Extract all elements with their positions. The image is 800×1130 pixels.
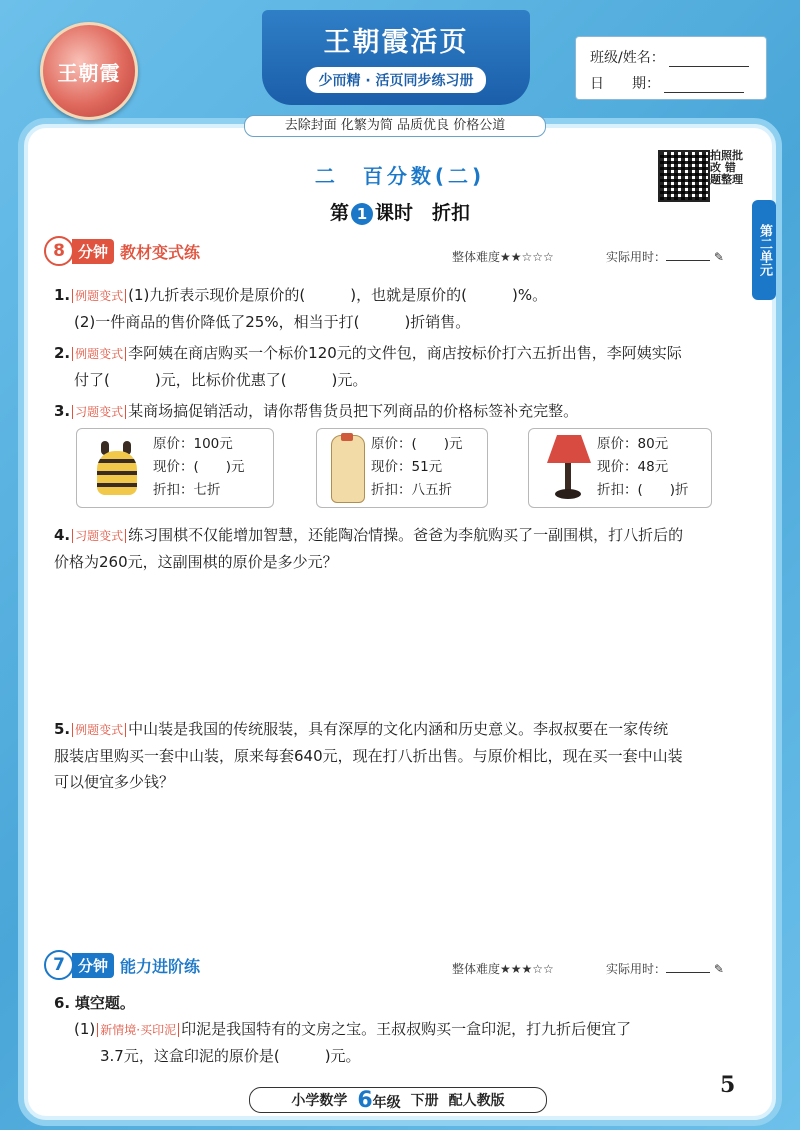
- discount: 折扣：( )折: [597, 482, 689, 498]
- answer-area[interactable]: [54, 582, 744, 702]
- actual-time-label: 实际用时：: [606, 962, 667, 976]
- question-tag: 习题变式: [72, 405, 126, 419]
- discount: 折扣：八五折: [371, 482, 452, 498]
- question-line: 某商场搞促销活动，请你帮售货员把下列商品的价格标签补充完整。: [128, 402, 579, 420]
- original-price: 原价：( )元: [371, 436, 463, 452]
- current-price: 现价：( )元: [153, 459, 245, 475]
- current-price: 现价：48元: [597, 459, 669, 475]
- question-number: 2.: [54, 344, 71, 362]
- question-line: 付了( )元，比标价优惠了( )元。: [74, 371, 368, 389]
- backpack-icon: [91, 439, 141, 499]
- question-number: 3.: [54, 402, 71, 420]
- brand-subtitle: 少而精 · 活页同步练习册: [306, 67, 485, 93]
- logo-text: 王朝霞: [57, 60, 121, 85]
- question-3: [54, 398, 744, 425]
- section-minutes-label: 分钟: [72, 953, 114, 978]
- question-tag: 例题变式: [72, 347, 126, 361]
- question-number: 6.: [54, 994, 71, 1012]
- question-2: [54, 340, 744, 393]
- footer-grade-number: 6: [357, 1087, 373, 1113]
- question-line: 可以便宜多少钱？: [54, 773, 175, 791]
- question-number: 4.: [54, 526, 71, 544]
- current-price: 现价：51元: [371, 459, 443, 475]
- pencil-icon: ✎: [713, 250, 724, 264]
- unit-title: 二 百分数(二): [314, 164, 486, 188]
- lesson-prefix: 第: [329, 202, 349, 224]
- discount: 折扣：七折: [153, 482, 221, 498]
- actual-time-field: [606, 960, 724, 977]
- qr-label: 拍照批改 错题整理: [710, 149, 743, 186]
- footer-edition: 配人教版: [448, 1093, 505, 1109]
- question-line: 李阿姨在商店购买一个标价120元的文件包，商店按标价打六五折出售，李阿姨实际: [128, 344, 682, 362]
- lesson-suffix: 课时 折扣: [375, 202, 471, 224]
- lesson-number-badge: 1: [351, 203, 373, 225]
- water-bottle-icon: [331, 435, 365, 503]
- question-line: (1)九折表示现价是原价的( )，也就是原价的( )%。: [128, 286, 548, 304]
- student-info-box: [575, 36, 767, 100]
- section-title: 能力进阶练: [120, 956, 201, 976]
- difficulty-rating: 整体难度★★★☆☆: [452, 962, 554, 976]
- question-line: 练习围棋不仅能增加智慧，还能陶冶情操。爸爸为李航购买了一副围棋，打八折后的: [128, 526, 684, 544]
- original-price: 原价：100元: [153, 436, 233, 452]
- unit-side-tab: 第二单元: [752, 200, 776, 300]
- question-tag: 例题变式: [72, 723, 126, 737]
- footer-volume: 下册: [410, 1093, 439, 1109]
- question-tag: 新情境·买印泥: [97, 1023, 179, 1037]
- question-4: [54, 522, 744, 575]
- actual-time-label: 实际用时：: [606, 250, 667, 264]
- question-5: [54, 716, 744, 795]
- class-name-label: 班级/姓名：: [590, 50, 665, 66]
- question-line: 中山装是我国的传统服装，具有深厚的文化内涵和历史意义。李叔叔要在一家传统: [128, 720, 669, 738]
- lesson-title: [0, 198, 800, 225]
- question-1: [54, 282, 744, 335]
- difficulty-rating: 整体难度★★☆☆☆: [452, 250, 554, 264]
- actual-time-blank[interactable]: [666, 260, 710, 261]
- section-header-1: [44, 236, 200, 266]
- section-title: 教材变式练: [120, 242, 201, 262]
- footer-bar: [249, 1087, 547, 1113]
- date-label: 日 期：: [590, 76, 660, 92]
- question-6: [54, 990, 744, 1069]
- price-tag-card: [316, 428, 488, 508]
- publisher-logo: [40, 22, 138, 120]
- price-tag-card: [528, 428, 712, 508]
- question-number: 1.: [54, 286, 71, 304]
- question-line: 服装店里购买一套中山装，原来每套640元，现在打八折出售。与原价相比，现在买一套中山装: [54, 747, 683, 765]
- section-header-2: [44, 950, 200, 980]
- question-line: 价格为260元，这副围棋的原价是多少元？: [54, 553, 338, 571]
- footer-subject: 小学数学: [291, 1093, 348, 1109]
- question-number: 5.: [54, 720, 71, 738]
- question-line: 3.7元，这盒印泥的原价是( )元。: [100, 1047, 361, 1065]
- lamp-icon: [539, 435, 599, 503]
- page-number: 5: [720, 1072, 736, 1098]
- question-line: 印泥是我国特有的文房之宝。王叔叔购买一盒印泥，打九折后便宜了: [181, 1020, 632, 1038]
- question-line: (2)一件商品的售价降低了25%，相当于打( )折销售。: [74, 313, 471, 331]
- motto-bar: 去除封面 化繁为简 品质优良 价格公道: [244, 115, 546, 137]
- price-tag-card: [76, 428, 274, 508]
- sub-question-prefix: (1): [74, 1020, 96, 1038]
- question-tag: 例题变式: [72, 289, 126, 303]
- brand-banner: [262, 10, 530, 105]
- section-minutes-number: 8: [44, 236, 74, 266]
- qr-code-icon[interactable]: [658, 150, 710, 202]
- answer-area[interactable]: [54, 800, 744, 940]
- question-tag: 习题变式: [72, 529, 126, 543]
- pencil-icon: ✎: [713, 962, 724, 976]
- actual-time-blank[interactable]: [666, 972, 710, 973]
- section-minutes-label: 分钟: [72, 239, 114, 264]
- section-minutes-number: 7: [44, 950, 74, 980]
- brand-title: 王朝霞活页: [323, 27, 469, 58]
- original-price: 原价：80元: [597, 436, 669, 452]
- date-field[interactable]: [664, 78, 744, 93]
- actual-time-field: [606, 248, 724, 265]
- question-title: 填空题。: [74, 994, 135, 1012]
- footer-grade-text: 年级: [372, 1094, 401, 1111]
- class-name-field[interactable]: [669, 52, 749, 67]
